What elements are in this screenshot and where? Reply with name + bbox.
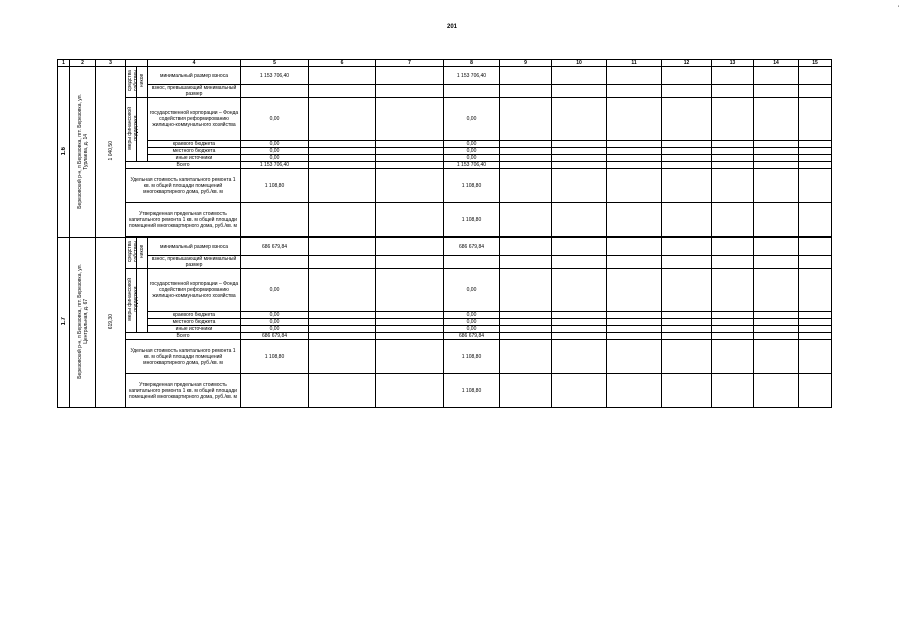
row-label: Всего <box>126 333 241 340</box>
cell-value: 0,00 <box>241 269 309 312</box>
object-address: Березовский р-н, п Березовка, пгт. Березовка, ул. Турлаева, д. 14 <box>70 67 96 238</box>
row-label: Удельная стоимость капитального ремонта 1 кв. м общей площади помещений многоквартирного дома, руб./кв. м <box>126 340 241 374</box>
row-label: государственной корпорации – Фонда содействия реформированию жилищно-коммунального хозяйства <box>148 98 241 141</box>
header-cell: 3 <box>96 60 126 67</box>
cell-value: 0,00 <box>241 98 309 141</box>
row-label: иные источники <box>148 326 241 333</box>
support-group: меры финансовой поддержки <box>126 269 137 333</box>
row-label: местного бюджета <box>148 319 241 326</box>
table-row <box>58 85 832 98</box>
table-row <box>58 67 832 85</box>
row-label: Удельная стоимость капитального ремонта 1 кв. м общей площади помещений многоквартирного дома, руб./кв. м <box>126 169 241 203</box>
row-label: Утвержденная предельная стоимость капитального ремонта 1 кв. м общей площади помещений многоквартирного дома, руб./кв. м <box>126 203 241 237</box>
header-cell: 13 <box>712 60 754 67</box>
header-cell: 10 <box>552 60 607 67</box>
cell-value: 1 153 706,40 <box>444 67 500 85</box>
header-cell: 14 <box>754 60 799 67</box>
table-row <box>58 238 832 256</box>
table-row <box>58 256 832 269</box>
header-cell: 2 <box>70 60 96 67</box>
header-cell <box>126 60 148 67</box>
row-label: местного бюджета <box>148 148 241 155</box>
cell-value: 686 679,84 <box>444 238 500 256</box>
row-label: взнос, превышающий минимальный размер <box>148 256 241 269</box>
header-cell: 9 <box>500 60 552 67</box>
object-id: 1.6 <box>58 67 70 238</box>
table-row <box>58 98 832 141</box>
own-funds-group: средства собствен ников <box>126 67 137 98</box>
header-cell: 6 <box>309 60 376 67</box>
table-row <box>58 269 832 312</box>
table-row: краевого бюджета 0,00 0,00 <box>58 312 832 319</box>
header-cell: 15 <box>799 60 832 67</box>
capital-repair-table <box>57 59 832 408</box>
header-cell: 11 <box>607 60 662 67</box>
row-label: Всего <box>126 162 241 169</box>
row-label: краевого бюджета <box>148 312 241 319</box>
header-cell: 1 <box>58 60 70 67</box>
row-label: краевого бюджета <box>148 141 241 148</box>
header-cell: 5 <box>241 60 309 67</box>
cell-value: 0,00 <box>444 98 500 141</box>
table-row: краевого бюджета 0,00 0,00 <box>58 141 832 148</box>
table-row: Всего 1 153 706,40 1 153 706,40 <box>58 162 832 169</box>
table-row: Удельная стоимость капитального ремонта 1 кв. м общей площади помещений многоквартирного дома, руб./кв. м 1 108,80 1 108,80 <box>58 340 832 374</box>
header-cell: 12 <box>662 60 712 67</box>
row-label: минимальный размер взноса <box>148 67 241 85</box>
table-row: Удельная стоимость капитального ремонта 1 кв. м общей площади помещений многоквартирного дома, руб./кв. м 1 108,80 1 108,80 <box>58 169 832 203</box>
row-label: иные источники <box>148 155 241 162</box>
corner-mark: ' <box>898 6 900 12</box>
cell-value: 0,00 <box>444 269 500 312</box>
table-row: Утвержденная предельная стоимость капитального ремонта 1 кв. м общей площади помещений многоквартирного дома, руб./кв. м 1 108,80 <box>58 374 832 408</box>
object-area: 619,30 <box>96 238 126 408</box>
row-label: государственной корпорации – Фонда содействия реформированию жилищно-коммунального хозяйства <box>148 269 241 312</box>
header-cell: 4 <box>148 60 241 67</box>
header-cell: 8 <box>444 60 500 67</box>
object-area: 1 040,50 <box>96 67 126 238</box>
support-group: меры финансовой поддержки <box>126 98 137 162</box>
page-number: 201 <box>447 24 458 30</box>
table-row: Утвержденная предельная стоимость капитального ремонта 1 кв. м общей площади помещений многоквартирного дома, руб./кв. м 1 108,80 <box>58 203 832 237</box>
row-label: Утвержденная предельная стоимость капитального ремонта 1 кв. м общей площади помещений многоквартирного дома, руб./кв. м <box>126 374 241 408</box>
table-row: Всего 686 679,84 686 679,84 <box>58 333 832 340</box>
object-id: 1.7 <box>58 238 70 408</box>
table-row: местного бюджета 0,00 0,00 <box>58 319 832 326</box>
cell-value: 686 679,84 <box>241 238 309 256</box>
own-funds-group: средства собствен ников <box>126 238 137 269</box>
table-row: иные источники 0,00 0,00 <box>58 155 832 162</box>
table-row: местного бюджета 0,00 0,00 <box>58 148 832 155</box>
header-row <box>58 60 832 67</box>
object-address: Березовский р-н, п Березовка, пгт. Березовка, ул. Центральная, д. 67 <box>70 238 96 408</box>
row-label: взнос, превышающий минимальный размер <box>148 85 241 98</box>
header-cell: 7 <box>376 60 444 67</box>
table-row: иные источники 0,00 0,00 <box>58 326 832 333</box>
cell-value: 1 153 706,40 <box>241 67 309 85</box>
row-label: минимальный размер взноса <box>148 238 241 256</box>
